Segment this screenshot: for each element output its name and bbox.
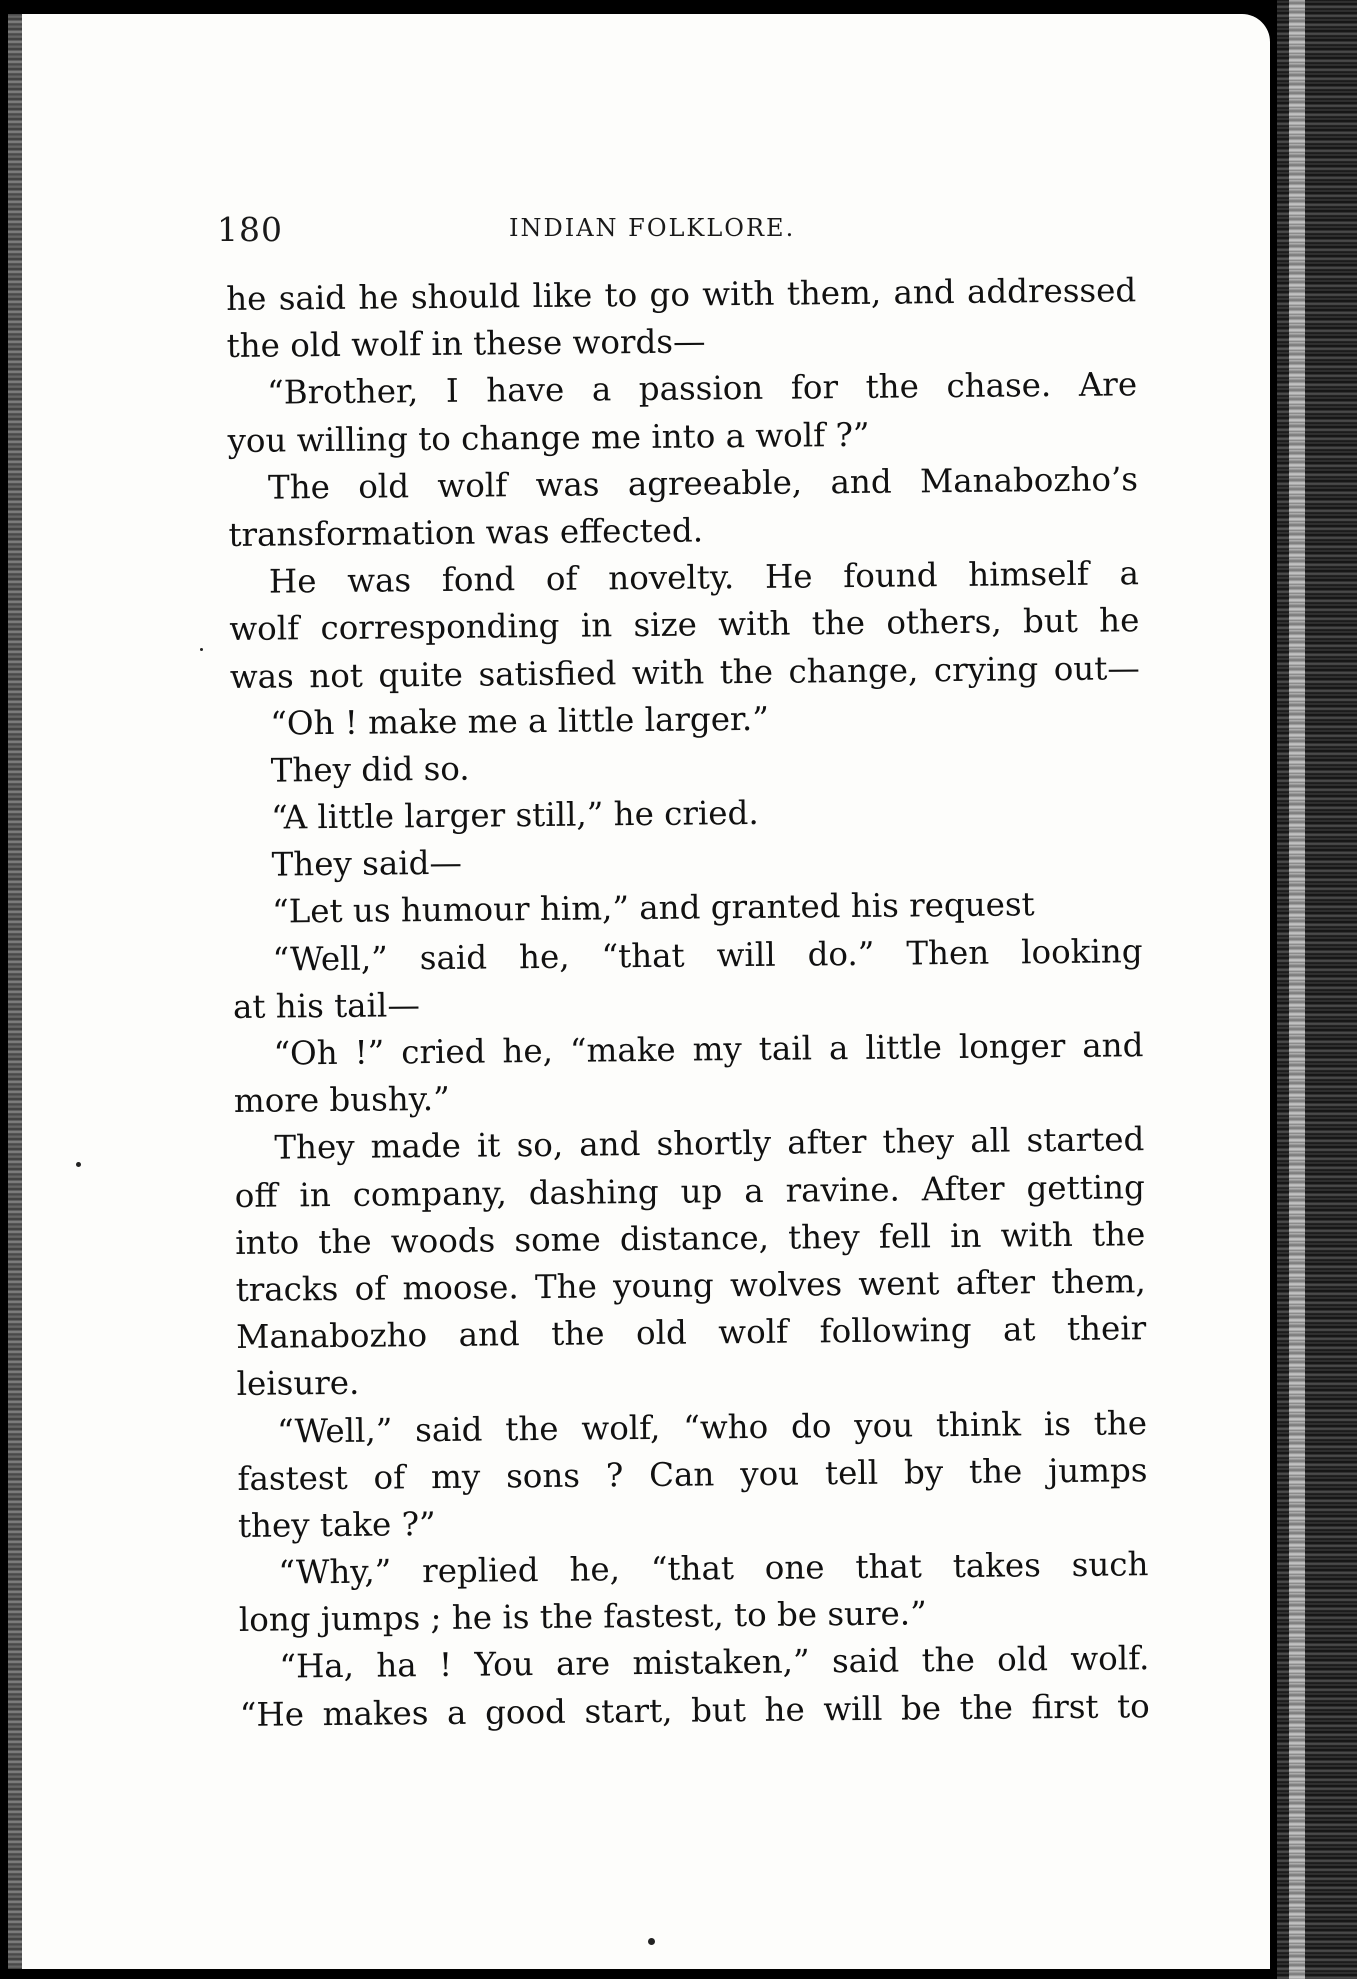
text-line: off in company, dashing up a ravine. After getting	[234, 1167, 1145, 1215]
text-line: “Well,” said he, “that will do.” Then looking	[272, 931, 1143, 979]
text-line: “Why,” replied he, “that one that takes such	[278, 1545, 1149, 1592]
text-line: “He makes a good start, but he will be the first to	[239, 1686, 1150, 1734]
text-line: the old wolf in these words—	[226, 322, 706, 366]
text-line: at his tail—	[232, 985, 421, 1026]
book-page	[8, 14, 1270, 1969]
text-line: They did so.	[270, 749, 470, 790]
text-line: fastest of my sons ? Can you tell by the jumps	[237, 1450, 1148, 1498]
binding-gutter	[8, 14, 22, 1969]
page-header	[217, 210, 837, 258]
text-line: you willing to change me into a wolf ?”	[227, 415, 870, 460]
text-line: “Brother, I have a passion for the chase. Are	[266, 365, 1138, 412]
body-text	[226, 267, 1150, 1738]
text-line: He was fond of novelty. He found himself a	[268, 554, 1140, 601]
page-edge-highlight	[1289, 0, 1305, 1979]
text-line: They said—	[271, 844, 463, 884]
text-line: “Let us humour him,” and granted his request	[271, 885, 1035, 932]
text-line: tracks of moose. The young wolves went after them,	[235, 1262, 1146, 1309]
text-line: “Ha, ha ! You are mistaken,” said the old wolf.	[279, 1639, 1150, 1686]
print-speck	[648, 1938, 655, 1945]
text-line: long jumps ; he is the fastest, to be sure.”	[238, 1594, 927, 1640]
text-line: wolf corresponding in size with the others, but he	[229, 601, 1140, 649]
page-number: 180	[217, 210, 283, 249]
print-speck	[76, 1162, 81, 1167]
text-line: “Oh !” cried he, “make my tail a little longer and	[273, 1026, 1144, 1073]
text-line: they take ?”	[237, 1504, 436, 1545]
text-line: he said he should like to go with them, and addressed	[226, 271, 1137, 318]
text-line: transformation was effected.	[228, 511, 704, 554]
text-line: “Oh ! make me a little larger.”	[270, 699, 770, 743]
text-line: They made it so, and shortly after they all started	[274, 1120, 1145, 1167]
text-line: into the woods some distance, they fell in with the	[235, 1214, 1146, 1262]
text-line: “Well,” said the wolf, “who do you think is the	[276, 1403, 1148, 1451]
text-line: “A little larger still,” he cried.	[271, 793, 759, 837]
text-line: The old wolf was agreeable, and Manabozho’s	[267, 460, 1139, 507]
running-title: INDIAN FOLKLORE.	[509, 214, 796, 242]
text-line: more bushy.”	[233, 1080, 450, 1121]
text-line: Manabozho and the old wolf following at their	[236, 1309, 1147, 1357]
text-line: leisure.	[236, 1364, 360, 1404]
text-line: was not quite satisfied with the change, crying out—	[229, 648, 1140, 696]
print-speck	[200, 648, 203, 651]
